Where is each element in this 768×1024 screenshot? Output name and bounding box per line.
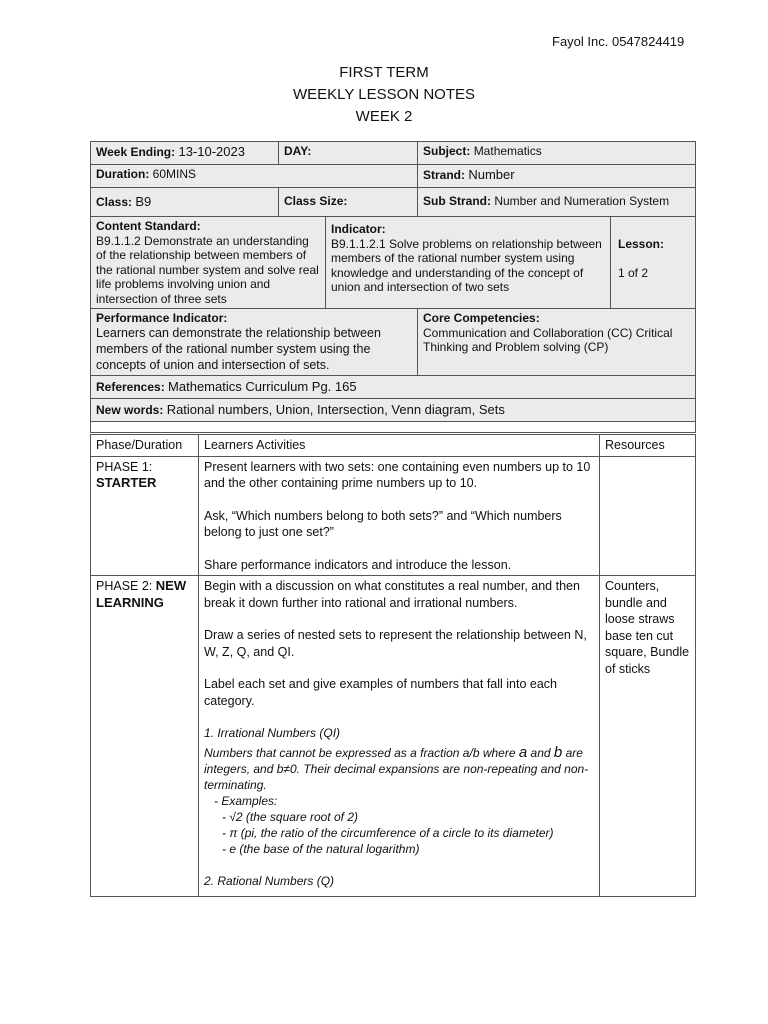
company-header: Fayol Inc. 0547824419 [552,34,685,49]
example-sqrt2: - √2 (the square root of 2) [222,810,358,824]
irrational-definition-a: Numbers that cannot be expressed as a fraction a/b where [204,746,516,760]
spacer-cell [91,422,696,433]
phase-1-paragraph-2: Ask, “Which numbers belong to both sets?” and “Which numbers belong to just one set?” [204,508,562,539]
content-standard-label: Content Standard: [96,219,201,233]
class-size-label: Class Size: [284,194,348,208]
duration-cell [91,165,418,188]
meta-row-class [91,188,696,217]
title-line-2: WEEKLY LESSON NOTES [293,86,475,103]
class-cell [91,188,279,217]
strand-value: Number [468,167,515,182]
phase-2-paragraph-3: Label each set and give examples of numbers that fall into each category. [204,677,557,708]
strand-cell [418,165,696,188]
lesson-activities-table [90,434,696,897]
new-words-label: New words: [96,403,164,417]
week-ending-label: Week Ending: [96,145,176,159]
performance-value: Learners can demonstrate the relationship between members of the rational number system using the concepts of union and intersection of sets. [96,326,381,372]
title-line-1: FIRST TERM [339,64,429,81]
meta-row-duration [91,165,696,188]
irrational-definition-b: are integers, and b≠0. Their decimal expansions are non-repeating and non-terminating. [204,746,589,792]
indicator-label: Indicator: [331,222,386,236]
duration-value: 60MINS [152,167,197,181]
rational-heading: 2. Rational Numbers (Q) [204,874,335,888]
lesson-header-row [91,435,696,457]
class-label: Class: [96,195,133,209]
content-standard-cell [91,217,326,309]
phase-2-resources: Counters, bundle and loose straws base ten cut square, Bundle of sticks [600,576,696,897]
phase-2-paragraph-1: Begin with a discussion on what constitutes a real number, and then break it down further into rational and irrational numbers. [204,579,580,610]
phase-1-paragraph-1: Present learners with two sets: one containing even numbers up to 10 and the other containing prime numbers up to 10. [204,459,591,490]
content-standard-value: B9.1.1.2 Demonstrate an understanding of the relationship between members of the rational number system and solve real life problems involving union and intersection of three sets [96,233,319,306]
col-header-phase: Phase/Duration [91,435,199,457]
col-header-activities: Learners Activities [199,435,600,457]
references-cell [91,376,696,399]
indicator-value: B9.1.1.2.1 Solve problems on relationship between members of the rational number system using knowledge and understanding of the concept of union and intersection of two sets [331,236,602,294]
sub-strand-label: Sub Strand: [423,194,491,208]
irrational-and: and [530,746,551,760]
title-line-3: WEEK 2 [355,108,413,125]
lesson-cell [611,217,696,309]
meta-row-references [91,376,696,399]
lesson-meta-table [90,141,696,433]
subject-value: Mathematics [473,144,542,158]
sub-strand-value: Number and Numeration System [494,194,670,208]
subject-label: Subject: [423,144,471,158]
week-ending-cell [91,142,279,165]
meta-row-new-words [91,399,696,422]
references-label: References: [96,380,165,394]
irrational-heading: 1. Irrational Numbers (QI) [204,726,341,740]
phase-1-row [91,456,696,576]
lesson-label: Lesson: [618,237,665,251]
phase-2-title-a: NEW [155,578,187,593]
indicator-cell [326,217,611,309]
document-title [0,62,768,128]
example-e: - e (the base of the natural logarithm) [222,842,420,856]
performance-cell [91,309,418,376]
meta-row-standard [91,217,696,309]
phase-1-title: STARTER [96,475,157,490]
core-competencies-cell [418,309,696,376]
references-value: Mathematics Curriculum Pg. 165 [168,379,357,394]
phase-1-activities [199,456,600,576]
phase-2-row [91,576,696,897]
day-cell [279,142,418,165]
example-pi: - π (pi, the ratio of the circumference of a circle to its diameter) [222,826,554,840]
variable-a: a [518,744,528,761]
phase-1-name: PHASE 1: [96,459,153,474]
phase-2-paragraph-2: Draw a series of nested sets to represent the relationship between N, W, Z, Q, and QI. [204,628,587,659]
phase-1-paragraph-3: Share performance indicators and introduce the lesson. [204,557,512,572]
phase-2-activities [199,576,600,897]
strand-label: Strand: [423,168,465,182]
core-competencies-label: Core Competencies: [423,311,540,325]
lesson-value: 1 of 2 [618,265,649,280]
col-header-resources: Resources [600,435,696,457]
duration-label: Duration: [96,167,150,181]
new-words-cell [91,399,696,422]
irrational-definition [204,745,594,793]
phase-1-resources [600,456,696,576]
meta-row-spacer [91,422,696,433]
core-competencies-value: Communication and Collaboration (CC) Critical Thinking and Problem solving (CP) [423,325,673,354]
week-ending-value: 13-10-2023 [178,144,245,159]
variable-b: b [553,744,563,761]
meta-row-week [91,142,696,165]
phase-2-title-b: LEARNING [96,594,164,610]
sub-strand-cell [418,188,696,217]
new-words-value: Rational numbers, Union, Intersection, Venn diagram, Sets [166,402,505,417]
subject-cell [418,142,696,165]
day-label: DAY: [284,144,312,158]
class-size-cell [279,188,418,217]
class-value: B9 [135,194,152,209]
performance-label: Performance Indicator: [96,311,228,325]
examples-label: - Examples: [214,794,278,808]
phase-2-cell [91,576,199,897]
phase-1-cell [91,456,199,576]
phase-2-name: PHASE 2: [96,579,153,593]
meta-row-performance [91,309,696,376]
